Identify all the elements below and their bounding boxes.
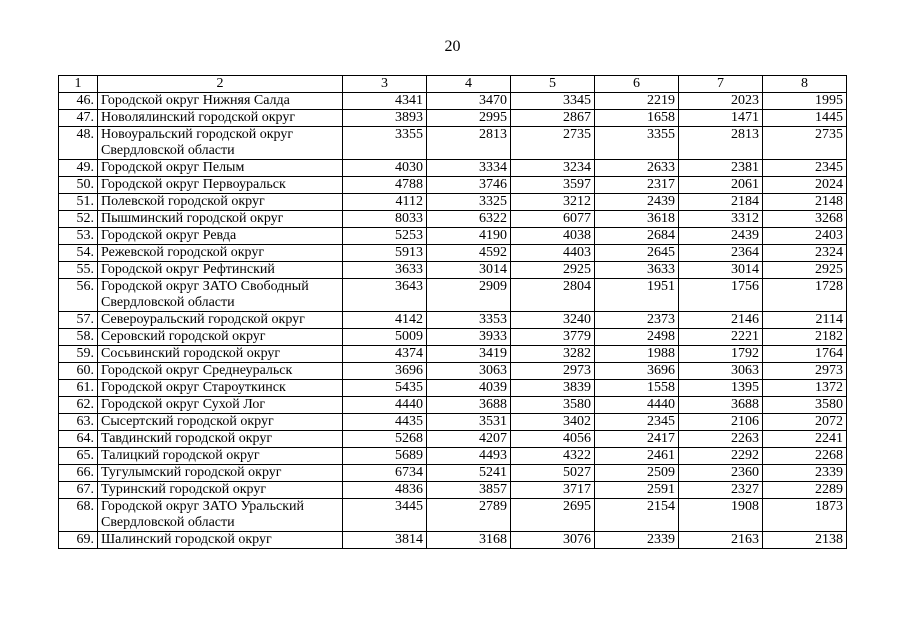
value-cell-col-4: 6322 bbox=[427, 211, 511, 228]
column-header-4: 4 bbox=[427, 76, 511, 93]
value-cell-col-3: 4030 bbox=[343, 160, 427, 177]
value-cell-col-5: 3597 bbox=[511, 177, 595, 194]
value-cell-col-8: 1995 bbox=[763, 93, 847, 110]
table-row bbox=[59, 414, 847, 431]
value-cell-col-4: 2909 bbox=[427, 279, 511, 312]
data-table bbox=[58, 75, 847, 549]
value-cell-col-3: 3355 bbox=[343, 127, 427, 160]
value-cell-col-6: 2498 bbox=[595, 329, 679, 346]
value-cell-col-3: 5268 bbox=[343, 431, 427, 448]
value-cell-col-8: 2289 bbox=[763, 482, 847, 499]
column-header-6: 6 bbox=[595, 76, 679, 93]
column-header-7: 7 bbox=[679, 76, 763, 93]
row-number: 66. bbox=[59, 465, 98, 482]
value-cell-col-7: 2184 bbox=[679, 194, 763, 211]
value-cell-col-5: 4038 bbox=[511, 228, 595, 245]
value-cell-col-3: 3633 bbox=[343, 262, 427, 279]
value-cell-col-6: 4440 bbox=[595, 397, 679, 414]
table-row bbox=[59, 329, 847, 346]
value-cell-col-3: 4374 bbox=[343, 346, 427, 363]
value-cell-col-5: 3212 bbox=[511, 194, 595, 211]
value-cell-col-7: 1756 bbox=[679, 279, 763, 312]
table-row bbox=[59, 363, 847, 380]
value-cell-col-4: 3334 bbox=[427, 160, 511, 177]
value-cell-col-6: 2154 bbox=[595, 499, 679, 532]
value-cell-col-8: 1372 bbox=[763, 380, 847, 397]
table-row bbox=[59, 312, 847, 329]
row-number: 59. bbox=[59, 346, 98, 363]
value-cell-col-5: 2735 bbox=[511, 127, 595, 160]
municipality-name-line: Городской округ Среднеуральск bbox=[101, 363, 293, 378]
municipality-name-line: Пышминский городской округ bbox=[101, 211, 284, 226]
municipality-name bbox=[98, 228, 343, 245]
value-cell-col-8: 2925 bbox=[763, 262, 847, 279]
municipality-name bbox=[98, 329, 343, 346]
row-number: 61. bbox=[59, 380, 98, 397]
table-row bbox=[59, 465, 847, 482]
value-cell-col-5: 3402 bbox=[511, 414, 595, 431]
value-cell-col-4: 3063 bbox=[427, 363, 511, 380]
value-cell-col-3: 4788 bbox=[343, 177, 427, 194]
municipality-name-line: Городской округ Сухой Лог bbox=[101, 397, 266, 412]
municipality-name-line: Городской округ ЗАТО Уральский bbox=[101, 499, 304, 514]
value-cell-col-6: 1988 bbox=[595, 346, 679, 363]
value-cell-col-7: 2381 bbox=[679, 160, 763, 177]
municipality-name bbox=[98, 211, 343, 228]
value-cell-col-3: 4836 bbox=[343, 482, 427, 499]
value-cell-col-4: 4190 bbox=[427, 228, 511, 245]
row-number: 63. bbox=[59, 414, 98, 431]
value-cell-col-6: 1658 bbox=[595, 110, 679, 127]
value-cell-col-7: 2263 bbox=[679, 431, 763, 448]
table-row bbox=[59, 448, 847, 465]
value-cell-col-3: 6734 bbox=[343, 465, 427, 482]
value-cell-col-3: 5689 bbox=[343, 448, 427, 465]
value-cell-col-4: 2995 bbox=[427, 110, 511, 127]
row-number: 65. bbox=[59, 448, 98, 465]
value-cell-col-8: 2339 bbox=[763, 465, 847, 482]
value-cell-col-4: 3688 bbox=[427, 397, 511, 414]
row-number: 53. bbox=[59, 228, 98, 245]
value-cell-col-5: 3076 bbox=[511, 532, 595, 549]
table-row bbox=[59, 194, 847, 211]
value-cell-col-8: 2024 bbox=[763, 177, 847, 194]
value-cell-col-7: 2106 bbox=[679, 414, 763, 431]
value-cell-col-8: 2138 bbox=[763, 532, 847, 549]
municipality-name bbox=[98, 346, 343, 363]
value-cell-col-5: 4056 bbox=[511, 431, 595, 448]
row-number: 68. bbox=[59, 499, 98, 532]
municipality-name-line: Городской округ ЗАТО Свободный bbox=[101, 279, 309, 294]
municipality-name-line: Городской округ Пелым bbox=[101, 160, 245, 175]
value-cell-col-3: 3814 bbox=[343, 532, 427, 549]
value-cell-col-3: 3445 bbox=[343, 499, 427, 532]
value-cell-col-5: 3580 bbox=[511, 397, 595, 414]
value-cell-col-6: 3633 bbox=[595, 262, 679, 279]
value-cell-col-5: 5027 bbox=[511, 465, 595, 482]
row-number: 56. bbox=[59, 279, 98, 312]
value-cell-col-6: 2461 bbox=[595, 448, 679, 465]
value-cell-col-4: 4039 bbox=[427, 380, 511, 397]
value-cell-col-8: 2114 bbox=[763, 312, 847, 329]
municipality-name-line: Серовский городской округ bbox=[101, 329, 266, 344]
value-cell-col-8: 1764 bbox=[763, 346, 847, 363]
row-number: 49. bbox=[59, 160, 98, 177]
municipality-name-line: Полевской городской округ bbox=[101, 194, 265, 209]
value-cell-col-4: 3746 bbox=[427, 177, 511, 194]
value-cell-col-7: 2292 bbox=[679, 448, 763, 465]
value-cell-col-6: 2339 bbox=[595, 532, 679, 549]
value-cell-col-7: 3014 bbox=[679, 262, 763, 279]
value-cell-col-6: 3355 bbox=[595, 127, 679, 160]
value-cell-col-8: 2403 bbox=[763, 228, 847, 245]
value-cell-col-3: 4435 bbox=[343, 414, 427, 431]
row-number: 60. bbox=[59, 363, 98, 380]
row-number: 57. bbox=[59, 312, 98, 329]
value-cell-col-6: 2633 bbox=[595, 160, 679, 177]
value-cell-col-4: 3933 bbox=[427, 329, 511, 346]
value-cell-col-8: 2182 bbox=[763, 329, 847, 346]
value-cell-col-3: 8033 bbox=[343, 211, 427, 228]
table-row bbox=[59, 380, 847, 397]
value-cell-col-5: 3282 bbox=[511, 346, 595, 363]
value-cell-col-7: 3063 bbox=[679, 363, 763, 380]
municipality-name bbox=[98, 110, 343, 127]
municipality-name-line: Тавдинский городской округ bbox=[101, 431, 273, 446]
value-cell-col-5: 3717 bbox=[511, 482, 595, 499]
value-cell-col-3: 5435 bbox=[343, 380, 427, 397]
value-cell-col-4: 5241 bbox=[427, 465, 511, 482]
table-row bbox=[59, 211, 847, 228]
value-cell-col-6: 3696 bbox=[595, 363, 679, 380]
municipality-name-line: Туринский городской округ bbox=[101, 482, 267, 497]
value-cell-col-4: 3531 bbox=[427, 414, 511, 431]
value-cell-col-6: 2417 bbox=[595, 431, 679, 448]
row-number: 69. bbox=[59, 532, 98, 549]
municipality-name-line: Городской округ Рефтинский bbox=[101, 262, 275, 277]
municipality-name bbox=[98, 160, 343, 177]
value-cell-col-8: 2268 bbox=[763, 448, 847, 465]
value-cell-col-6: 1558 bbox=[595, 380, 679, 397]
municipality-name bbox=[98, 363, 343, 380]
value-cell-col-3: 5009 bbox=[343, 329, 427, 346]
value-cell-col-8: 2973 bbox=[763, 363, 847, 380]
value-cell-col-6: 2684 bbox=[595, 228, 679, 245]
municipality-name bbox=[98, 262, 343, 279]
value-cell-col-8: 2072 bbox=[763, 414, 847, 431]
header-row bbox=[59, 76, 847, 93]
value-cell-col-4: 2813 bbox=[427, 127, 511, 160]
value-cell-col-5: 4322 bbox=[511, 448, 595, 465]
row-number: 58. bbox=[59, 329, 98, 346]
value-cell-col-7: 2327 bbox=[679, 482, 763, 499]
value-cell-col-7: 2364 bbox=[679, 245, 763, 262]
value-cell-col-5: 3839 bbox=[511, 380, 595, 397]
municipality-name bbox=[98, 448, 343, 465]
municipality-name-line: Городской округ Нижняя Салда bbox=[101, 93, 290, 108]
value-cell-col-6: 2439 bbox=[595, 194, 679, 211]
municipality-name bbox=[98, 380, 343, 397]
table-row bbox=[59, 262, 847, 279]
value-cell-col-3: 4440 bbox=[343, 397, 427, 414]
value-cell-col-7: 2061 bbox=[679, 177, 763, 194]
municipality-name-line: Шалинский городской округ bbox=[101, 532, 272, 547]
column-header-5: 5 bbox=[511, 76, 595, 93]
value-cell-col-6: 2509 bbox=[595, 465, 679, 482]
value-cell-col-7: 1792 bbox=[679, 346, 763, 363]
value-cell-col-4: 4207 bbox=[427, 431, 511, 448]
value-cell-col-7: 2023 bbox=[679, 93, 763, 110]
value-cell-col-8: 2324 bbox=[763, 245, 847, 262]
value-cell-col-3: 3893 bbox=[343, 110, 427, 127]
municipality-name bbox=[98, 312, 343, 329]
municipality-name-line: Свердловской области bbox=[101, 295, 235, 310]
municipality-name bbox=[98, 431, 343, 448]
value-cell-col-7: 2360 bbox=[679, 465, 763, 482]
table-row bbox=[59, 228, 847, 245]
value-cell-col-8: 1445 bbox=[763, 110, 847, 127]
municipality-name-line: Сысертский городской округ bbox=[101, 414, 274, 429]
value-cell-col-4: 4493 bbox=[427, 448, 511, 465]
value-cell-col-5: 2973 bbox=[511, 363, 595, 380]
municipality-name bbox=[98, 245, 343, 262]
row-number: 51. bbox=[59, 194, 98, 211]
municipality-name bbox=[98, 93, 343, 110]
municipality-name-line: Новоуральский городской округ bbox=[101, 127, 294, 142]
table-row bbox=[59, 431, 847, 448]
municipality-name bbox=[98, 397, 343, 414]
value-cell-col-8: 2735 bbox=[763, 127, 847, 160]
table-row bbox=[59, 177, 847, 194]
value-cell-col-7: 3688 bbox=[679, 397, 763, 414]
value-cell-col-6: 2219 bbox=[595, 93, 679, 110]
row-number: 46. bbox=[59, 93, 98, 110]
value-cell-col-8: 3268 bbox=[763, 211, 847, 228]
municipality-name-line: Городской округ Первоуральск bbox=[101, 177, 286, 192]
municipality-name bbox=[98, 414, 343, 431]
row-number: 54. bbox=[59, 245, 98, 262]
municipality-name-line: Сосьвинский городской округ bbox=[101, 346, 281, 361]
value-cell-col-5: 3234 bbox=[511, 160, 595, 177]
municipality-name bbox=[98, 194, 343, 211]
municipality-name bbox=[98, 177, 343, 194]
value-cell-col-5: 3779 bbox=[511, 329, 595, 346]
value-cell-col-5: 3345 bbox=[511, 93, 595, 110]
value-cell-col-8: 2345 bbox=[763, 160, 847, 177]
table-row bbox=[59, 245, 847, 262]
value-cell-col-6: 2645 bbox=[595, 245, 679, 262]
value-cell-col-3: 3696 bbox=[343, 363, 427, 380]
value-cell-col-5: 2804 bbox=[511, 279, 595, 312]
value-cell-col-4: 3353 bbox=[427, 312, 511, 329]
value-cell-col-3: 4142 bbox=[343, 312, 427, 329]
value-cell-col-8: 2148 bbox=[763, 194, 847, 211]
row-number: 62. bbox=[59, 397, 98, 414]
value-cell-col-7: 2146 bbox=[679, 312, 763, 329]
value-cell-col-4: 2789 bbox=[427, 499, 511, 532]
municipality-name bbox=[98, 499, 343, 532]
value-cell-col-7: 1471 bbox=[679, 110, 763, 127]
value-cell-col-7: 1395 bbox=[679, 380, 763, 397]
value-cell-col-7: 2439 bbox=[679, 228, 763, 245]
value-cell-col-8: 2241 bbox=[763, 431, 847, 448]
value-cell-col-3: 4341 bbox=[343, 93, 427, 110]
value-cell-col-5: 2867 bbox=[511, 110, 595, 127]
row-number: 48. bbox=[59, 127, 98, 160]
municipality-name-line: Городской округ Ревда bbox=[101, 228, 237, 243]
municipality-name-line: Североуральский городской округ bbox=[101, 312, 305, 327]
value-cell-col-7: 2221 bbox=[679, 329, 763, 346]
row-number: 55. bbox=[59, 262, 98, 279]
table-row bbox=[59, 110, 847, 127]
table-row bbox=[59, 279, 847, 312]
row-number: 47. bbox=[59, 110, 98, 127]
table-row bbox=[59, 482, 847, 499]
value-cell-col-8: 1728 bbox=[763, 279, 847, 312]
value-cell-col-4: 3014 bbox=[427, 262, 511, 279]
municipality-name-line: Городской округ Староуткинск bbox=[101, 380, 286, 395]
table-row bbox=[59, 127, 847, 160]
value-cell-col-5: 4403 bbox=[511, 245, 595, 262]
table-row bbox=[59, 499, 847, 532]
column-header-8: 8 bbox=[763, 76, 847, 93]
value-cell-col-6: 2317 bbox=[595, 177, 679, 194]
value-cell-col-4: 3857 bbox=[427, 482, 511, 499]
table-row bbox=[59, 93, 847, 110]
value-cell-col-6: 2345 bbox=[595, 414, 679, 431]
municipality-name-line: Свердловской области bbox=[101, 515, 235, 530]
value-cell-col-5: 2695 bbox=[511, 499, 595, 532]
municipality-name bbox=[98, 465, 343, 482]
value-cell-col-8: 1873 bbox=[763, 499, 847, 532]
value-cell-col-6: 2591 bbox=[595, 482, 679, 499]
row-number: 64. bbox=[59, 431, 98, 448]
value-cell-col-7: 2163 bbox=[679, 532, 763, 549]
row-number: 67. bbox=[59, 482, 98, 499]
value-cell-col-3: 4112 bbox=[343, 194, 427, 211]
row-number: 52. bbox=[59, 211, 98, 228]
value-cell-col-4: 3325 bbox=[427, 194, 511, 211]
table-header bbox=[59, 76, 847, 93]
value-cell-col-5: 6077 bbox=[511, 211, 595, 228]
municipality-name bbox=[98, 532, 343, 549]
municipality-name-line: Свердловской области bbox=[101, 143, 235, 158]
value-cell-col-5: 2925 bbox=[511, 262, 595, 279]
page-number: 20 bbox=[444, 38, 461, 55]
value-cell-col-4: 3168 bbox=[427, 532, 511, 549]
value-cell-col-3: 5913 bbox=[343, 245, 427, 262]
column-header-2: 2 bbox=[98, 76, 343, 93]
table-row bbox=[59, 397, 847, 414]
municipality-name bbox=[98, 127, 343, 160]
value-cell-col-6: 3618 bbox=[595, 211, 679, 228]
value-cell-col-4: 4592 bbox=[427, 245, 511, 262]
table-body bbox=[59, 93, 847, 549]
table-row bbox=[59, 160, 847, 177]
value-cell-col-3: 3643 bbox=[343, 279, 427, 312]
municipality-name-line: Тугулымский городской округ bbox=[101, 465, 282, 480]
value-cell-col-4: 3419 bbox=[427, 346, 511, 363]
row-number: 50. bbox=[59, 177, 98, 194]
value-cell-col-5: 3240 bbox=[511, 312, 595, 329]
value-cell-col-4: 3470 bbox=[427, 93, 511, 110]
municipality-name bbox=[98, 482, 343, 499]
value-cell-col-7: 2813 bbox=[679, 127, 763, 160]
table-row bbox=[59, 532, 847, 549]
municipality-name-line: Талицкий городской округ bbox=[101, 448, 260, 463]
column-header-3: 3 bbox=[343, 76, 427, 93]
table-row bbox=[59, 346, 847, 363]
value-cell-col-7: 1908 bbox=[679, 499, 763, 532]
municipality-name-line: Режевской городской округ bbox=[101, 245, 265, 260]
value-cell-col-8: 3580 bbox=[763, 397, 847, 414]
value-cell-col-3: 5253 bbox=[343, 228, 427, 245]
value-cell-col-6: 1951 bbox=[595, 279, 679, 312]
value-cell-col-7: 3312 bbox=[679, 211, 763, 228]
municipality-name bbox=[98, 279, 343, 312]
municipality-name-line: Новолялинский городской округ bbox=[101, 110, 296, 125]
column-header-1: 1 bbox=[59, 76, 98, 93]
value-cell-col-6: 2373 bbox=[595, 312, 679, 329]
